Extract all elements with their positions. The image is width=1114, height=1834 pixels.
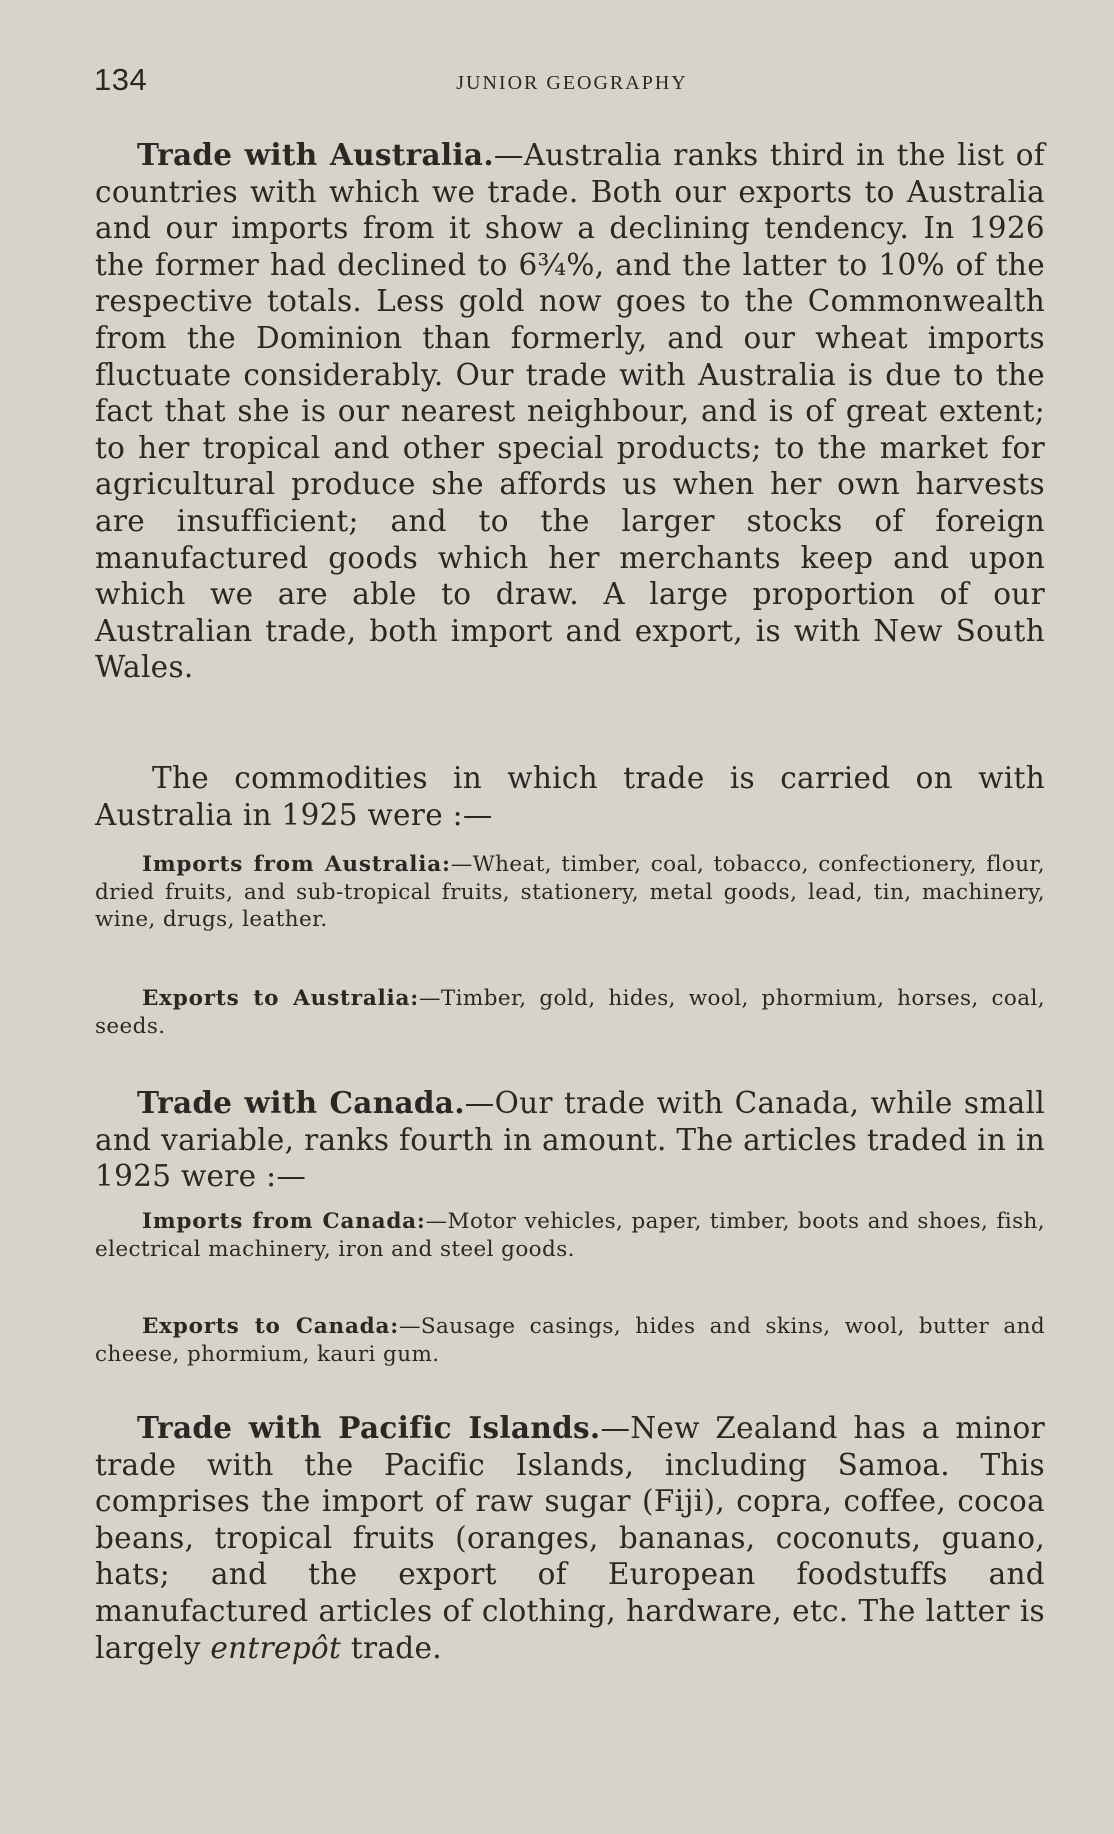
pacific-paragraph (95, 1410, 1045, 1666)
australia-heading: Trade with Australia. (137, 137, 494, 172)
canada-heading: Trade with Canada. (137, 1085, 465, 1120)
australia-exports-block (95, 985, 1045, 1040)
australia-paragraph (95, 137, 1045, 686)
canada-imports (95, 1208, 1045, 1263)
commodities-intro-block (95, 760, 1045, 833)
canada-exports-block (95, 1313, 1045, 1368)
australia-imports (95, 851, 1045, 934)
canada-imports-block (95, 1208, 1045, 1263)
australia-exports-label: Exports to Australia: (142, 986, 419, 1011)
australia-exports (95, 985, 1045, 1040)
canada-exports-text: —Sausage casings, hides and skins, wool, butter and cheese, phormium, kauri gum. (95, 1314, 1045, 1367)
canada-text: —Our trade with Canada, while small and variable, ranks fourth in amount. The articles traded in in 1925 were :— (95, 1086, 1045, 1194)
page-number: 134 (94, 62, 148, 97)
pacific-tail: trade. (341, 1630, 442, 1665)
pacific-italic-term: entrepôt (210, 1630, 342, 1665)
australia-imports-label: Imports from Australia: (142, 852, 451, 877)
canada-exports-label: Exports to Canada: (142, 1314, 399, 1339)
australia-exports-text: —Timber, gold, hides, wool, phormium, horses, coal, seeds. (95, 986, 1045, 1039)
pacific-heading: Trade with Pacific Islands. (137, 1410, 601, 1445)
running-head: JUNIOR GEOGRAPHY (456, 72, 688, 94)
canada-imports-label: Imports from Canada: (142, 1209, 426, 1234)
section-canada (95, 1085, 1045, 1195)
canada-paragraph (95, 1085, 1045, 1195)
section-australia (95, 137, 1045, 686)
commodities-intro: The commodities in which trade is carried on with Australia in 1925 were :— (95, 761, 1045, 832)
pacific-text: —New Zealand has a minor trade with the Pacific Islands, including Samoa. This comprises the import of raw sugar (Fiji), copra, coffee, cocoa beans, tropical fruits (oranges, bananas, coconuts, guano, hats; and the export of European foodstuffs and manufactured articles of clothing, hardware, etc. The latter is largely (95, 1411, 1045, 1665)
australia-imports-text: —Wheat, timber, coal, tobacco, confectionery, flour, dried fruits, and sub-tropical fruits, stationery, metal goods, lead, tin, machinery, wine, drugs, leather. (95, 852, 1045, 932)
canada-exports (95, 1313, 1045, 1368)
canada-imports-text: —Motor vehicles, paper, timber, boots and shoes, fish, electrical machinery, iron and steel goods. (95, 1209, 1045, 1262)
section-pacific (95, 1410, 1045, 1666)
australia-imports-block (95, 851, 1045, 934)
page-header (94, 62, 1050, 102)
australia-text: —Australia ranks third in the list of countries with which we trade. Both our exports to Australia and our imports from it show a declining tendency. In 1926 the former had declined to 6¾%, and the latter to 10% of the respective totals. Less gold now goes to the Commonwealth from the Dominion than formerly, and our wheat imports fluctuate considerably. Our trade with Australia is due to the fact that she is our nearest neighbour, and is of great extent; to her tropical and other special products; to the market for agricultural produce she affords us when her own harvests are insufficient; and to the larger stocks of foreign manufactured goods which her merchants keep and upon which we are able to draw. A large proportion of our Australian trade, both import and export, is with New South Wales. (95, 138, 1045, 685)
